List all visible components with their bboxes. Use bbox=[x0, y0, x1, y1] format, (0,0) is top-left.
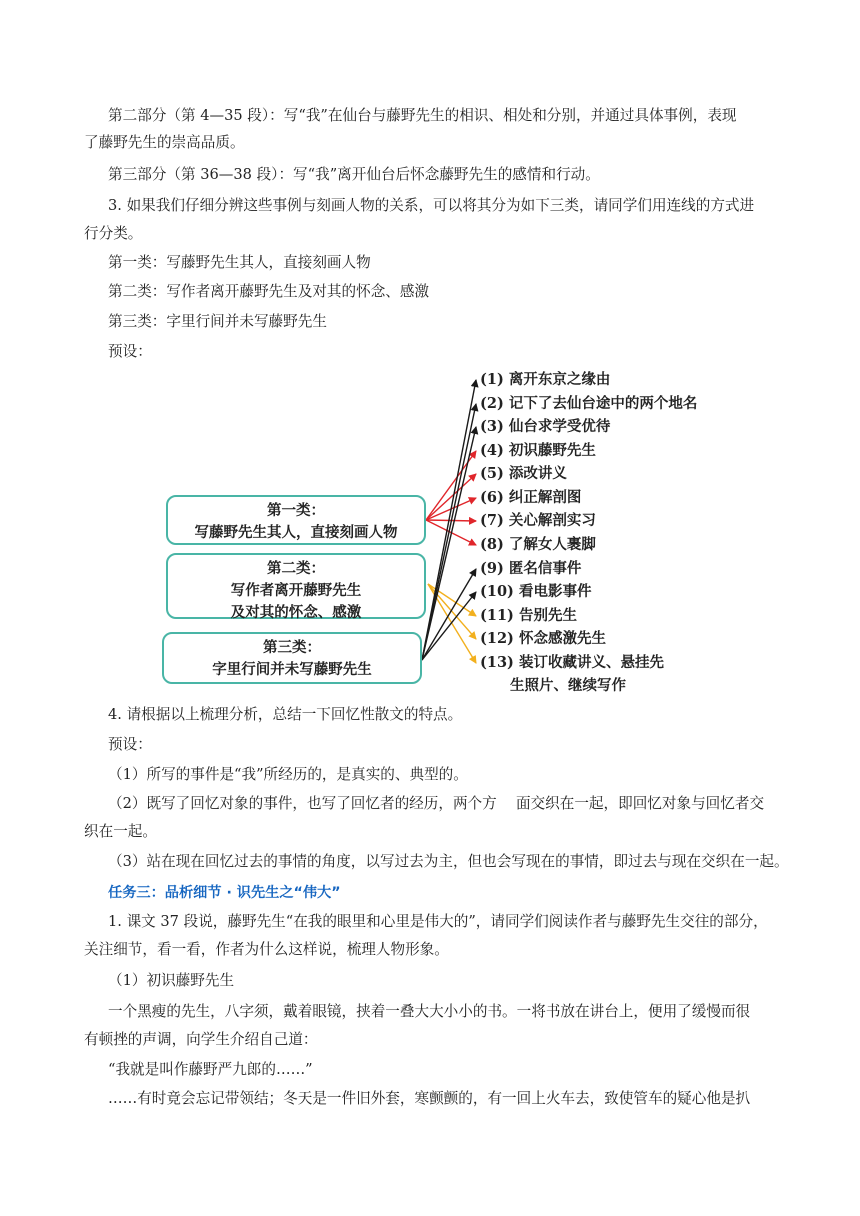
category-box-2 bbox=[166, 553, 426, 619]
category-box-1-line1: 写藤野先生其人，直接刻画人物 bbox=[194, 524, 398, 541]
category-3-text: 第三类：字里行间并未写藤野先生 bbox=[108, 313, 327, 330]
quote-paragraph-1-cont: 有顿挫的声调，向学生介绍自己道： bbox=[84, 1031, 318, 1048]
preset-label-1: 预设： bbox=[108, 343, 152, 360]
paragraph-part2: 第二部分（第 4—35 段）：写“我”在仙台与藤野先生的相识、相处和分别，并通过具体事例，表现 bbox=[108, 107, 737, 124]
event-item-6: (6) 纠正解剖图 bbox=[480, 489, 582, 506]
category-box-1 bbox=[166, 495, 426, 545]
event-item-9: (9) 匿名信事件 bbox=[480, 560, 582, 577]
category-box-2-title: 第二类： bbox=[267, 560, 325, 577]
event-item-11: (11) 告别先生 bbox=[480, 607, 577, 624]
event-item-1: (1) 离开东京之缘由 bbox=[480, 371, 611, 388]
event-item-7: (7) 关心解剖实习 bbox=[480, 512, 596, 529]
question-3-cont: 行分类。 bbox=[84, 225, 143, 242]
event-item-4: (4) 初识藤野先生 bbox=[480, 442, 596, 459]
event-item-8: (8) 了解女人裹脚 bbox=[480, 536, 596, 553]
feature-1: （1）所写的事件是“我”所经历的，是真实的、典型的。 bbox=[108, 766, 468, 783]
subsection-first-meeting: （1）初识藤野先生 bbox=[108, 972, 235, 989]
category-box-1-title: 第一类： bbox=[267, 502, 325, 519]
event-item-13-cont: 生照片、继续写作 bbox=[510, 677, 626, 694]
feature-2-cont: 织在一起。 bbox=[84, 823, 157, 840]
task-3-heading: 任务三：品析细节 · 识先生之“伟大” bbox=[108, 885, 341, 901]
category-box-3-title: 第三类： bbox=[263, 639, 321, 656]
quote-paragraph-2: “我就是叫作藤野严九郎的……” bbox=[108, 1061, 313, 1078]
task-3-question-cont: 关注细节，看一看，作者为什么这样说，梳理人物形象。 bbox=[84, 941, 449, 958]
paragraph-part3: 第三部分（第 36—38 段）：写“我”离开仙台后怀念藤野先生的感情和行动。 bbox=[108, 166, 600, 183]
quote-paragraph-3: ……有时竟会忘记带领结；冬天是一件旧外套，寒颤颤的，有一回上火车去，致使管车的疑心他是扒 bbox=[108, 1090, 751, 1107]
classification-diagram bbox=[150, 362, 750, 698]
category-2-text: 第二类：写作者离开藤野先生及对其的怀念、感激 bbox=[108, 283, 430, 300]
category-box-2-line2: 及对其的怀念、感激 bbox=[230, 604, 362, 621]
paragraph-part2-cont: 了藤野先生的崇高品质。 bbox=[84, 134, 245, 151]
event-item-13: (13) 装订收藏讲义、悬挂先 bbox=[480, 654, 664, 671]
feature-3: （3）站在现在回忆过去的事情的角度，以写过去为主，但也会写现在的事情，即过去与现在交织在一起。 bbox=[108, 853, 789, 870]
event-item-10: (10) 看电影事件 bbox=[480, 583, 592, 600]
category-1-text: 第一类：写藤野先生其人，直接刻画人物 bbox=[108, 254, 371, 271]
quote-paragraph-1: 一个黑瘦的先生，八字须，戴着眼镜，挟着一叠大大小小的书。一将书放在讲台上，便用了缓慢而很 bbox=[108, 1003, 751, 1020]
task-3-question: 1. 课文 37 段说，藤野先生“在我的眼里和心里是伟大的”，请同学们阅读作者与藤野先生交往的部分， bbox=[108, 913, 768, 930]
event-item-2: (2) 记下了去仙台途中的两个地名 bbox=[480, 395, 698, 412]
event-item-5: (5) 添改讲义 bbox=[480, 465, 567, 482]
category-box-3 bbox=[162, 632, 422, 684]
category-box-3-line1: 字里行间并未写藤野先生 bbox=[212, 661, 372, 678]
feature-2: （2）既写了回忆对象的事件，也写了回忆者的经历，两个方 面交织在一起，即回忆对象与回忆者交 bbox=[108, 795, 765, 812]
connector-cat3-to-item-2 bbox=[422, 404, 476, 660]
event-item-3: (3) 仙台求学受优待 bbox=[480, 418, 611, 435]
question-3: 3. 如果我们仔细分辨这些事例与刻画人物的关系，可以将其分为如下三类，请同学们用连线的方式进 bbox=[108, 197, 755, 214]
event-item-12: (12) 怀念感激先生 bbox=[480, 630, 606, 647]
category-box-2-line1: 写作者离开藤野先生 bbox=[230, 582, 362, 599]
preset-label-2: 预设： bbox=[108, 736, 152, 753]
question-4: 4. 请根据以上梳理分析，总结一下回忆性散文的特点。 bbox=[108, 706, 463, 723]
